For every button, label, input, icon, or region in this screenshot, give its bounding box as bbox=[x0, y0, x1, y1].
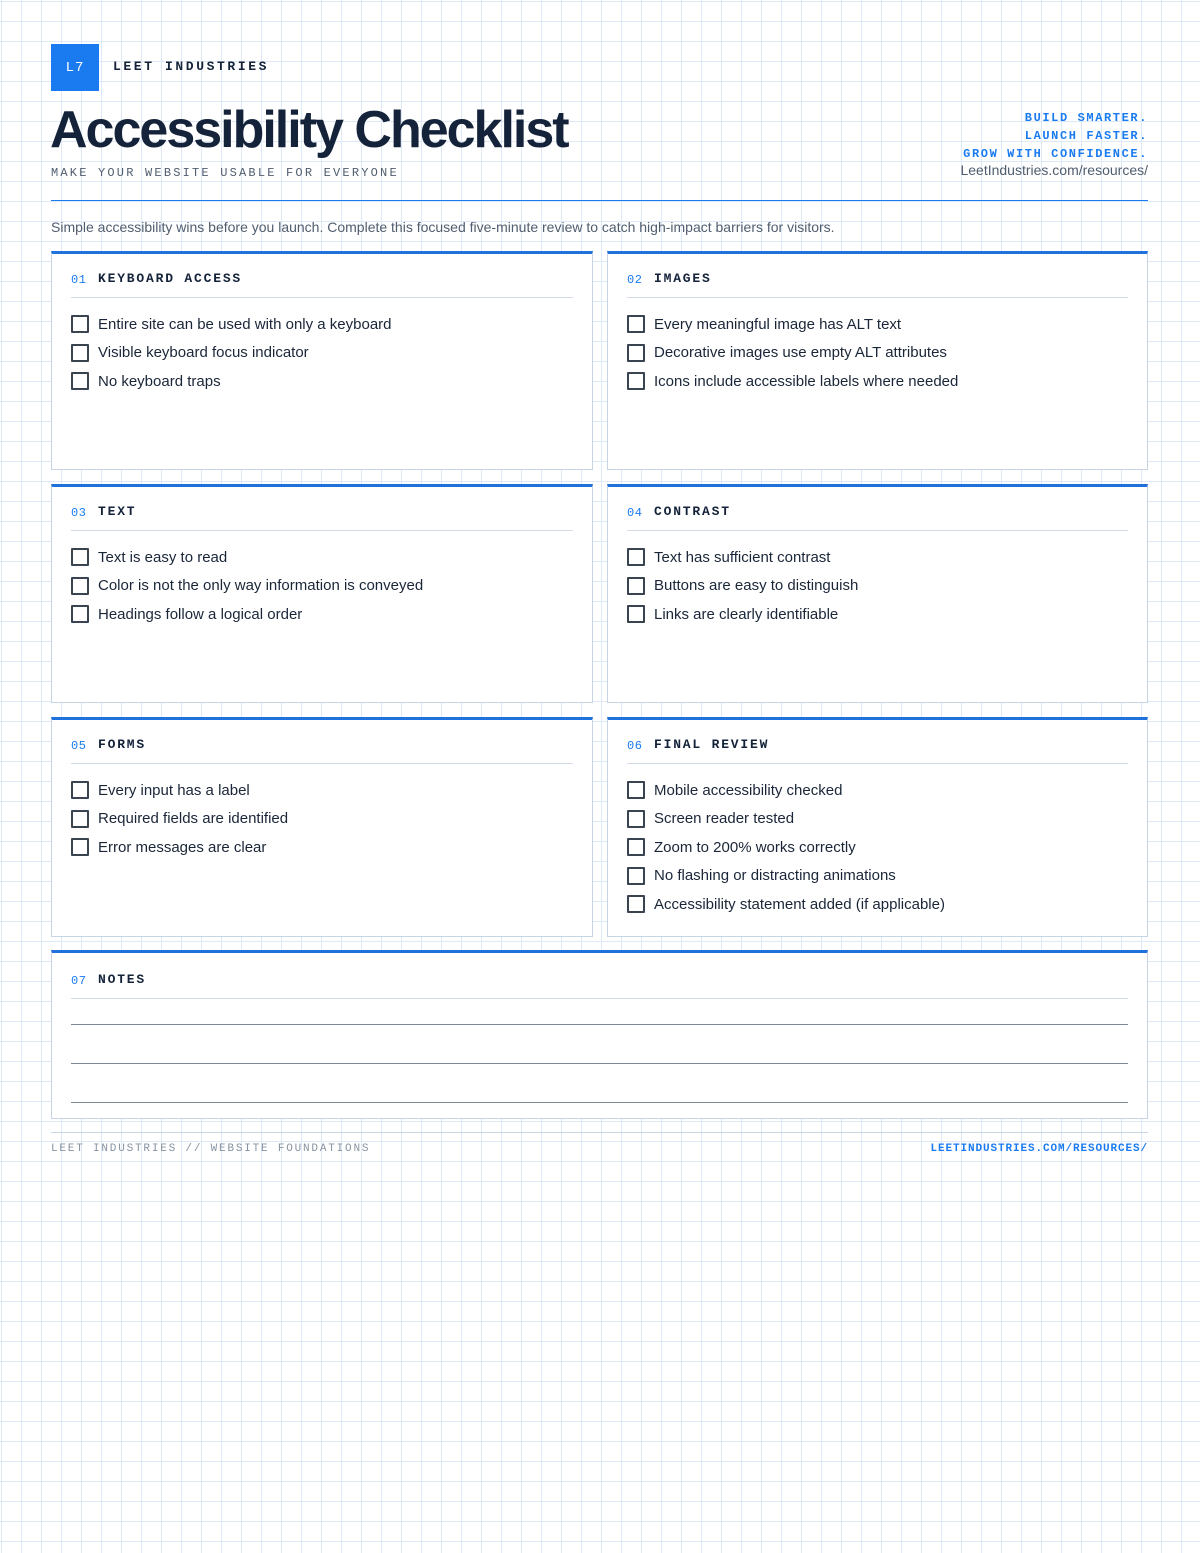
checklist bbox=[71, 543, 573, 629]
section-title: KEYBOARD ACCESS bbox=[98, 271, 243, 286]
tagline bbox=[963, 109, 1148, 163]
section-number: 03 bbox=[71, 506, 87, 520]
checkbox[interactable] bbox=[627, 867, 645, 885]
checklist bbox=[627, 543, 1128, 629]
checklist-item-label: Text is easy to read bbox=[98, 548, 228, 566]
checklist-item bbox=[71, 600, 573, 629]
section-contrast bbox=[607, 484, 1148, 703]
checkbox[interactable] bbox=[627, 548, 645, 566]
checkbox[interactable] bbox=[627, 895, 645, 913]
checkbox[interactable] bbox=[71, 810, 89, 828]
checklist-item bbox=[627, 600, 1128, 629]
checklist-item bbox=[627, 543, 1128, 572]
checklist-item-label: Every input has a label bbox=[98, 781, 250, 799]
checklist-item bbox=[627, 572, 1128, 601]
checklist-item-label: Mobile accessibility checked bbox=[654, 781, 843, 799]
checklist-item bbox=[71, 833, 573, 862]
section-number: 06 bbox=[627, 739, 643, 753]
checklist-item bbox=[627, 339, 1128, 368]
section-number: 04 bbox=[627, 506, 643, 520]
footer-link[interactable]: LEETINDUSTRIES.COM/RESOURCES/ bbox=[930, 1143, 1148, 1155]
tagline-line-2: LAUNCH FASTER. bbox=[1024, 129, 1148, 143]
section-title: TEXT bbox=[98, 504, 137, 519]
section-number: 01 bbox=[71, 273, 87, 287]
section-notes bbox=[51, 950, 1148, 1119]
section-header bbox=[71, 972, 1128, 999]
checklist-item bbox=[627, 310, 1128, 339]
checklist-item-label: Links are clearly identifiable bbox=[654, 605, 839, 623]
section-title: NOTES bbox=[98, 972, 147, 987]
section-title: FINAL REVIEW bbox=[654, 737, 770, 752]
checkbox[interactable] bbox=[627, 344, 645, 362]
page-subtitle: MAKE YOUR WEBSITE USABLE FOR EVERYONE bbox=[51, 166, 399, 180]
checklist-item-label: Icons include accessible labels where needed bbox=[654, 372, 959, 390]
section-keyboard-access bbox=[51, 251, 593, 470]
checklist bbox=[71, 310, 573, 396]
checklist-item bbox=[627, 367, 1128, 396]
checkbox[interactable] bbox=[627, 605, 645, 623]
resources-url: LeetIndustries.com/resources/ bbox=[960, 162, 1148, 178]
checkbox[interactable] bbox=[627, 577, 645, 595]
company-name: LEET INDUSTRIES bbox=[113, 59, 270, 74]
tagline-line-3: GROW WITH CONFIDENCE. bbox=[963, 147, 1148, 161]
footer-divider bbox=[51, 1132, 1148, 1133]
checkbox[interactable] bbox=[71, 372, 89, 390]
checklist-item-label: Accessibility statement added (if applicable) bbox=[654, 895, 945, 913]
section-images bbox=[607, 251, 1148, 470]
checklist bbox=[627, 310, 1128, 396]
checkbox[interactable] bbox=[627, 810, 645, 828]
section-header bbox=[627, 504, 1128, 531]
checklist-item-label: Buttons are easy to distinguish bbox=[654, 577, 859, 595]
notes-writing-line[interactable] bbox=[71, 1063, 1128, 1064]
notes-writing-line[interactable] bbox=[71, 1102, 1128, 1103]
logo-badge: L7 bbox=[51, 44, 99, 91]
checkbox[interactable] bbox=[627, 372, 645, 390]
checklist-item bbox=[71, 805, 573, 834]
checkbox[interactable] bbox=[627, 781, 645, 799]
checklist-item-label: No flashing or distracting animations bbox=[654, 867, 896, 885]
footer-left-text: LEET INDUSTRIES // WEBSITE FOUNDATIONS bbox=[51, 1143, 371, 1155]
intro-text: Simple accessibility wins before you launch. Complete this focused five-minute review to catch high-impact barriers for visitors. bbox=[51, 219, 835, 235]
checklist-item-label: Decorative images use empty ALT attributes bbox=[654, 344, 947, 362]
checklist-item-label: Entire site can be used with only a keyboard bbox=[98, 315, 392, 333]
checklist-item bbox=[71, 572, 573, 601]
checklist bbox=[627, 776, 1128, 919]
checklist-item-label: Headings follow a logical order bbox=[98, 605, 303, 623]
checklist-item bbox=[71, 543, 573, 572]
checkbox[interactable] bbox=[71, 548, 89, 566]
checkbox[interactable] bbox=[627, 838, 645, 856]
section-header bbox=[627, 271, 1128, 298]
checkbox[interactable] bbox=[71, 838, 89, 856]
notes-writing-line[interactable] bbox=[71, 1024, 1128, 1025]
header-divider bbox=[51, 200, 1148, 201]
section-number: 02 bbox=[627, 273, 643, 287]
checklist bbox=[71, 776, 573, 862]
checklist-item-label: Error messages are clear bbox=[98, 838, 267, 856]
checklist-item-label: Color is not the only way information is conveyed bbox=[98, 577, 424, 595]
section-number: 05 bbox=[71, 739, 87, 753]
section-header bbox=[71, 737, 573, 764]
checklist-item bbox=[627, 805, 1128, 834]
checklist-item bbox=[627, 862, 1128, 891]
checklist-item-label: No keyboard traps bbox=[98, 372, 221, 390]
checklist-item-label: Required fields are identified bbox=[98, 810, 289, 828]
section-text bbox=[51, 484, 593, 703]
checklist-item bbox=[71, 339, 573, 368]
section-title: IMAGES bbox=[654, 271, 712, 286]
section-title: FORMS bbox=[98, 737, 147, 752]
section-forms bbox=[51, 717, 593, 937]
checklist-item-label: Text has sufficient contrast bbox=[654, 548, 831, 566]
checklist-item-label: Zoom to 200% works correctly bbox=[654, 838, 856, 856]
checklist-item bbox=[627, 833, 1128, 862]
section-header bbox=[627, 737, 1128, 764]
section-number: 07 bbox=[71, 974, 87, 988]
checklist-item bbox=[71, 310, 573, 339]
checklist-item-label: Visible keyboard focus indicator bbox=[98, 344, 309, 362]
section-title: CONTRAST bbox=[654, 504, 731, 519]
checkbox[interactable] bbox=[627, 315, 645, 333]
checklist-item-label: Every meaningful image has ALT text bbox=[654, 315, 902, 333]
checkbox[interactable] bbox=[71, 781, 89, 799]
checklist-item bbox=[627, 890, 1128, 919]
checkbox[interactable] bbox=[71, 605, 89, 623]
checklist-item bbox=[627, 776, 1128, 805]
section-header bbox=[71, 271, 573, 298]
checklist-item bbox=[71, 367, 573, 396]
section-final-review bbox=[607, 717, 1148, 937]
checkbox[interactable] bbox=[71, 315, 89, 333]
checklist-item-label: Screen reader tested bbox=[654, 810, 795, 828]
page-title: Accessibility Checklist bbox=[50, 101, 568, 159]
checkbox[interactable] bbox=[71, 577, 89, 595]
section-header bbox=[71, 504, 573, 531]
checklist-item bbox=[71, 776, 573, 805]
checkbox[interactable] bbox=[71, 344, 89, 362]
tagline-line-1: BUILD SMARTER. bbox=[1024, 111, 1148, 125]
